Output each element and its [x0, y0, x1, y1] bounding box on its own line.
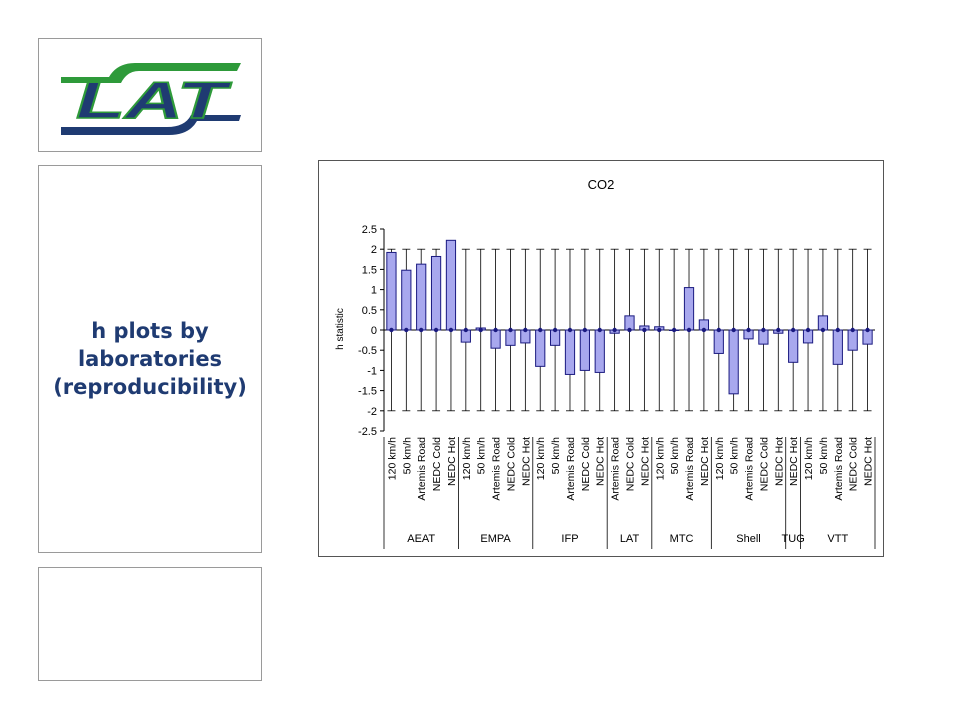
plot-area — [358, 224, 875, 549]
lat-logo — [39, 39, 261, 151]
data-marker — [657, 328, 661, 332]
category-label: 50 km/h — [669, 437, 682, 475]
y-tick-label: -0.5 — [358, 345, 377, 358]
category-label: NEDC Hot — [788, 437, 801, 487]
data-bar — [714, 330, 723, 353]
category-label: NEDC Hot — [639, 437, 652, 487]
laboratory-label: Shell — [736, 533, 761, 545]
logo-text: LAT — [76, 72, 233, 130]
laboratory-label: MTC — [669, 533, 694, 545]
data-marker — [746, 328, 750, 332]
category-label: 50 km/h — [475, 437, 488, 475]
data-marker — [419, 328, 423, 332]
data-marker — [434, 328, 438, 332]
y-axis-label: h statistic — [335, 308, 346, 350]
category-label: NEDC Cold — [758, 437, 771, 492]
category-label: NEDC Cold — [579, 437, 592, 492]
data-marker — [821, 328, 825, 332]
y-tick-label: 1 — [370, 284, 377, 297]
y-tick-label: 2 — [370, 244, 377, 257]
data-marker — [523, 328, 527, 332]
data-marker — [389, 328, 393, 332]
category-label: NEDC Hot — [773, 437, 786, 487]
category-label: NEDC Hot — [862, 437, 875, 487]
y-tick-label: 1.5 — [361, 264, 377, 277]
logo-panel — [38, 38, 262, 152]
data-marker — [731, 328, 735, 332]
chart-frame — [318, 160, 884, 557]
data-bar — [491, 330, 500, 348]
data-bar — [446, 240, 455, 330]
laboratory-label: EMPA — [480, 533, 511, 545]
y-tick-label: 0.5 — [361, 304, 377, 317]
category-label: NEDC Cold — [431, 437, 444, 492]
data-marker — [627, 328, 631, 332]
data-bar — [848, 330, 857, 350]
data-marker — [865, 328, 869, 332]
data-marker — [493, 328, 497, 332]
data-marker — [583, 328, 587, 332]
y-tick-label: 2.5 — [361, 224, 377, 236]
empty-panel — [38, 567, 262, 681]
data-bar — [789, 330, 798, 362]
category-label: 120 km/h — [386, 437, 399, 481]
laboratory-label: AEAT — [407, 533, 436, 545]
data-marker — [553, 328, 557, 332]
data-marker — [538, 328, 542, 332]
y-tick-label: -2 — [367, 405, 377, 418]
category-label: 120 km/h — [535, 437, 548, 481]
category-label: 50 km/h — [401, 437, 414, 475]
data-bar — [417, 264, 426, 330]
data-bar — [595, 330, 604, 372]
data-bar — [506, 330, 515, 345]
data-bar — [550, 330, 559, 345]
laboratory-label: LAT — [619, 533, 640, 545]
title-panel — [38, 165, 262, 553]
category-label: Artemis Road — [490, 437, 503, 501]
y-tick-label: -1.5 — [358, 385, 377, 398]
data-marker — [508, 328, 512, 332]
data-marker — [687, 328, 691, 332]
category-label: Artemis Road — [609, 437, 622, 501]
category-label: 50 km/h — [817, 437, 830, 475]
h-statistic-chart — [319, 161, 883, 556]
slide-title: h plots by laboratories (reproducibility) — [53, 319, 247, 399]
category-label: 50 km/h — [728, 437, 741, 475]
category-label: Artemis Road — [743, 437, 756, 501]
data-bar — [833, 330, 842, 364]
category-label: NEDC Cold — [847, 437, 860, 492]
category-label: Artemis Road — [416, 437, 429, 501]
category-label: Artemis Road — [564, 437, 577, 501]
category-label: NEDC Hot — [445, 437, 458, 487]
data-marker — [404, 328, 408, 332]
laboratory-label: IFP — [561, 533, 579, 545]
chart-title: CO2 — [587, 177, 615, 192]
data-bar — [684, 288, 693, 330]
data-bar — [580, 330, 589, 370]
category-label: NEDC Hot — [520, 437, 533, 487]
data-bar — [431, 256, 440, 330]
category-label: NEDC Hot — [698, 437, 711, 487]
data-marker — [672, 328, 676, 332]
data-marker — [449, 328, 453, 332]
data-marker — [464, 328, 468, 332]
data-marker — [836, 328, 840, 332]
data-bar — [536, 330, 545, 366]
category-label: Artemis Road — [832, 437, 845, 501]
data-marker — [776, 328, 780, 332]
data-marker — [702, 328, 706, 332]
category-label: Artemis Road — [684, 437, 697, 501]
data-marker — [761, 328, 765, 332]
category-label: NEDC Cold — [505, 437, 518, 492]
data-bar — [387, 252, 396, 330]
data-bar — [402, 270, 411, 330]
laboratory-label: TUG — [781, 533, 805, 545]
category-label: 120 km/h — [654, 437, 667, 481]
data-bar — [729, 330, 738, 394]
category-label: NEDC Hot — [594, 437, 607, 487]
data-marker — [806, 328, 810, 332]
category-label: 50 km/h — [550, 437, 563, 475]
data-marker — [791, 328, 795, 332]
laboratory-label: VTT — [827, 533, 849, 545]
data-marker — [642, 328, 646, 332]
category-label: 120 km/h — [803, 437, 816, 481]
data-bar — [565, 330, 574, 374]
category-label: NEDC Cold — [624, 437, 637, 492]
category-label: 120 km/h — [460, 437, 473, 481]
y-tick-label: -2.5 — [358, 426, 377, 438]
data-marker — [717, 328, 721, 332]
y-tick-label: 0 — [370, 325, 377, 337]
data-marker — [598, 328, 602, 332]
data-marker — [612, 328, 616, 332]
category-label: 120 km/h — [713, 437, 726, 481]
y-tick-label: -1 — [367, 365, 377, 378]
data-marker — [850, 328, 854, 332]
data-marker — [568, 328, 572, 332]
data-marker — [479, 328, 483, 332]
